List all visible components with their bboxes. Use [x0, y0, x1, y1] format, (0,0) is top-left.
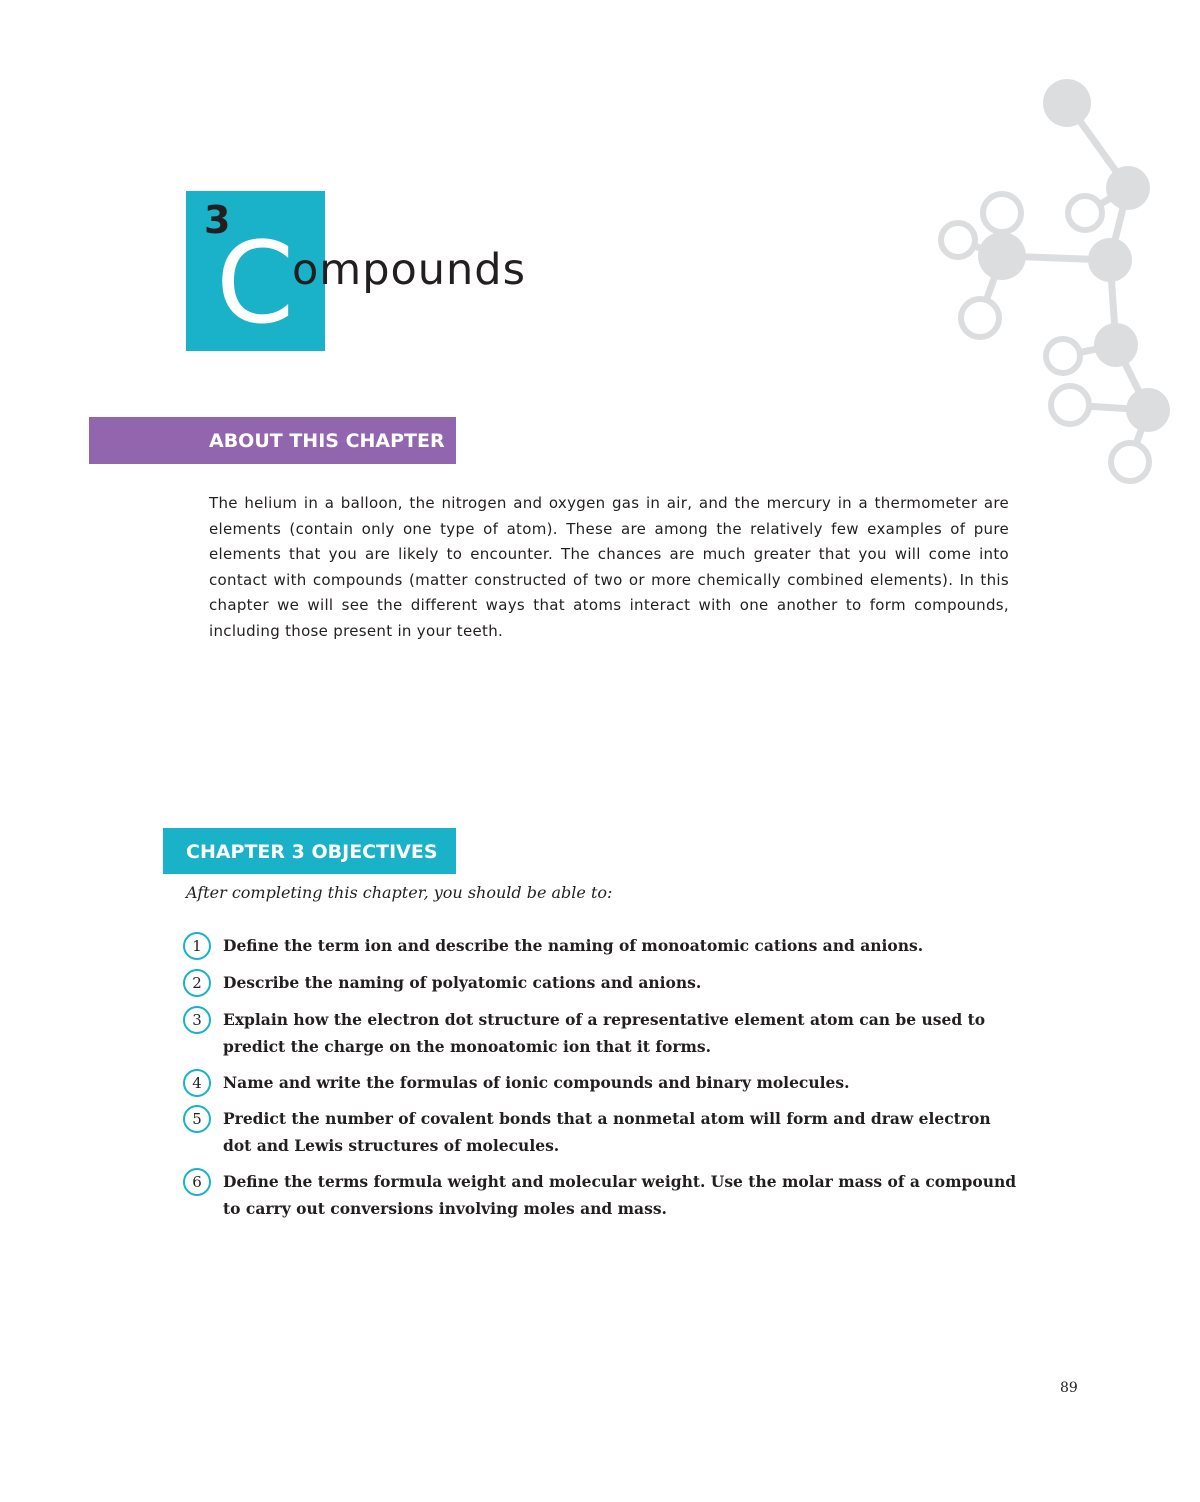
objective-text: Describe the naming of polyatomic cations and anions.	[223, 973, 702, 992]
objective-number-badge: 1	[183, 932, 211, 960]
objective-text: Define the terms formula weight and molecular weight. Use the molar mass of a compound to carry out conversions involving moles and mass.	[223, 1172, 1017, 1218]
objectives-banner	[163, 828, 456, 874]
objective-text: Define the term ion and describe the naming of monoatomic cations and anions.	[223, 936, 924, 955]
chapter-title-initial: C	[216, 219, 295, 349]
about-chapter-banner	[89, 417, 456, 464]
objectives-intro: After completing this chapter, you should be able to:	[186, 883, 613, 902]
objective-text: Predict the number of covalent bonds that a nonmetal atom will form and draw electron dot and Lewis structures of molecules.	[223, 1109, 991, 1155]
objectives-heading: CHAPTER 3 OBJECTIVES	[186, 841, 438, 863]
objective-number-badge: 2	[183, 969, 211, 997]
about-chapter-heading: ABOUT THIS CHAPTER	[209, 430, 445, 452]
chapter-title: ompounds	[292, 245, 527, 295]
objective-number-badge: 3	[183, 1006, 211, 1034]
objective-number-badge: 4	[183, 1069, 211, 1097]
objective-number-badge: 5	[183, 1105, 211, 1133]
objective-number-badge: 6	[183, 1168, 211, 1196]
objective-text: Explain how the electron dot structure of a representative element atom can be used to predict the charge on the monoatomic ion that it forms.	[223, 1010, 986, 1056]
page-number: 89	[1060, 1380, 1078, 1396]
about-chapter-text: The helium in a balloon, the nitrogen and oxygen gas in air, and the mercury in a thermometer are elements (contain only one type of atom). These are among the relatively few examples of pure elements that you are likely to encounter. The chances are much greater that you will come into contact with compounds (matter constructed of two or more chemically combined elements). In this chapter we will see the different ways that atoms interact with one another to form compounds, including those present in your teeth.	[209, 494, 1009, 640]
chapter-number: 3	[204, 198, 231, 242]
objective-text: Name and write the formulas of ionic compounds and binary molecules.	[223, 1073, 850, 1092]
